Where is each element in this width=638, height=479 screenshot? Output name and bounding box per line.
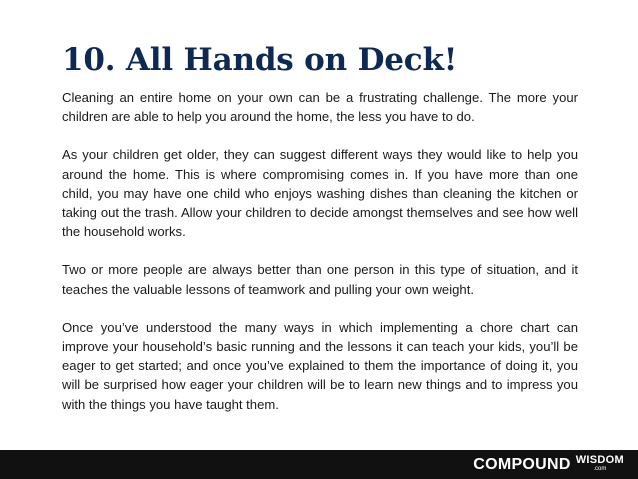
brand-domain: .com	[593, 466, 607, 472]
slide-body	[62, 88, 578, 433]
paragraph-2: As your children get older, they can suggest different ways they would like to help you around the home. This is where compromising comes in. If you have more than one child, you may have one child who enjoys washing dishes than cleaning the kitchen or taking out the trash. Allow your children to decide amongst themselves and see how well the household works.	[62, 147, 578, 240]
paragraph-1: Cleaning an entire home on your own can be a frustrating challenge. The more your children are able to help you around the home, the less you have to do.	[62, 90, 578, 125]
paragraph-3: Two or more people are always better than one person in this type of situation, and it teaches the valuable lessons of teamwork and pulling your own weight.	[62, 262, 578, 297]
footer-bar	[0, 450, 638, 479]
brand-name: COMPOUND	[473, 456, 571, 473]
slide-title: 10. All Hands on Deck!	[62, 42, 458, 78]
brand-logo	[473, 454, 624, 476]
paragraph-4: Once you’ve understood the many ways in which implementing a chore chart can improve your household’s basic running and the lessons it can teach your kids, you’ll be eager to get started; and once you’ve explained to them the importance of doing it, you will be surprised how eager your children will be to learn new things and to impress you with the things you have taught them.	[62, 319, 578, 412]
brand-wisdom	[576, 454, 624, 473]
brand-subname: WISDOM	[575, 454, 624, 466]
